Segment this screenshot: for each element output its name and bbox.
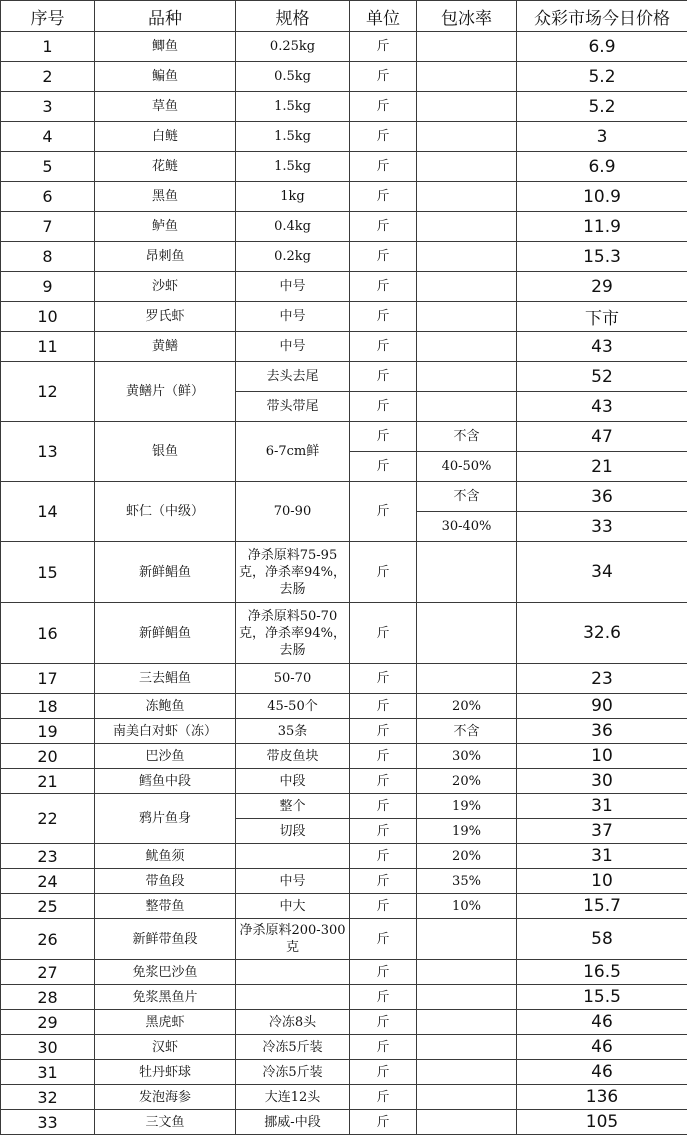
today-price: 47 <box>517 422 687 452</box>
ice-rate: 19% <box>417 794 517 819</box>
row-number: 32 <box>1 1085 95 1110</box>
ice-rate: 20% <box>417 769 517 794</box>
row-number: 11 <box>1 332 95 362</box>
ice-rate <box>417 122 517 152</box>
product-spec <box>236 960 350 985</box>
today-price: 46 <box>517 1060 687 1085</box>
row-number: 8 <box>1 242 95 272</box>
table-row <box>1 1110 687 1135</box>
table-row <box>1 869 687 894</box>
table-row <box>1 744 687 769</box>
product-name: 三去鲳鱼 <box>95 664 236 694</box>
product-spec: 大连12头 <box>236 1085 350 1110</box>
product-unit: 斤 <box>350 664 417 694</box>
product-spec: 35条 <box>236 719 350 744</box>
header-row <box>1 1 687 32</box>
today-price: 33 <box>517 512 687 542</box>
table-row <box>1 794 687 819</box>
today-price: 34 <box>517 542 687 603</box>
row-number: 13 <box>1 422 95 482</box>
product-unit: 斤 <box>350 894 417 919</box>
product-unit: 斤 <box>350 1060 417 1085</box>
today-price: 下市 <box>517 302 687 332</box>
product-spec: 带头带尾 <box>236 392 350 422</box>
product-spec: 1.5kg <box>236 122 350 152</box>
ice-rate: 不含 <box>417 422 517 452</box>
header-unit: 单位 <box>350 1 417 32</box>
product-name: 草鱼 <box>95 92 236 122</box>
row-number: 24 <box>1 869 95 894</box>
today-price: 46 <box>517 1010 687 1035</box>
product-name: 巴沙鱼 <box>95 744 236 769</box>
ice-rate: 不含 <box>417 719 517 744</box>
ice-rate: 20% <box>417 844 517 869</box>
table-row <box>1 1010 687 1035</box>
product-spec: 中号 <box>236 332 350 362</box>
row-number: 18 <box>1 694 95 719</box>
product-unit: 斤 <box>350 744 417 769</box>
table-row <box>1 1035 687 1060</box>
table-row <box>1 362 687 392</box>
product-spec: 1.5kg <box>236 92 350 122</box>
product-name: 免浆黑鱼片 <box>95 985 236 1010</box>
ice-rate: 35% <box>417 869 517 894</box>
product-name: 白鲢 <box>95 122 236 152</box>
row-number: 4 <box>1 122 95 152</box>
today-price: 5.2 <box>517 62 687 92</box>
row-number: 17 <box>1 664 95 694</box>
row-number: 12 <box>1 362 95 422</box>
table-row <box>1 542 687 603</box>
product-spec: 冷冻8头 <box>236 1010 350 1035</box>
today-price: 15.3 <box>517 242 687 272</box>
table-row <box>1 272 687 302</box>
product-unit: 斤 <box>350 1035 417 1060</box>
ice-rate: 10% <box>417 894 517 919</box>
table-row <box>1 182 687 212</box>
product-name: 免浆巴沙鱼 <box>95 960 236 985</box>
product-name: 鳕鱼中段 <box>95 769 236 794</box>
table-row <box>1 152 687 182</box>
today-price: 136 <box>517 1085 687 1110</box>
product-spec: 净杀原料50-70克，净杀率94%，去肠 <box>236 603 350 664</box>
row-number: 19 <box>1 719 95 744</box>
product-unit: 斤 <box>350 392 417 422</box>
table-row <box>1 894 687 919</box>
row-number: 22 <box>1 794 95 844</box>
today-price: 23 <box>517 664 687 694</box>
header-spec: 规格 <box>236 1 350 32</box>
ice-rate <box>417 392 517 422</box>
product-spec: 切段 <box>236 819 350 844</box>
product-spec: 中号 <box>236 869 350 894</box>
product-spec: 去头去尾 <box>236 362 350 392</box>
ice-rate <box>417 242 517 272</box>
table-row <box>1 302 687 332</box>
product-unit: 斤 <box>350 452 417 482</box>
row-number: 7 <box>1 212 95 242</box>
row-number: 23 <box>1 844 95 869</box>
row-number: 16 <box>1 603 95 664</box>
today-price: 52 <box>517 362 687 392</box>
table-row <box>1 212 687 242</box>
table-body <box>1 32 687 1135</box>
row-number: 9 <box>1 272 95 302</box>
product-unit: 斤 <box>350 92 417 122</box>
ice-rate <box>417 32 517 62</box>
table-row <box>1 664 687 694</box>
table-row <box>1 719 687 744</box>
today-price: 29 <box>517 272 687 302</box>
table-row <box>1 603 687 664</box>
table-row <box>1 122 687 152</box>
product-name: 罗氏虾 <box>95 302 236 332</box>
product-unit: 斤 <box>350 769 417 794</box>
today-price: 36 <box>517 482 687 512</box>
product-name: 鱿鱼须 <box>95 844 236 869</box>
product-name: 花鲢 <box>95 152 236 182</box>
product-spec: 挪威-中段 <box>236 1110 350 1135</box>
today-price: 58 <box>517 919 687 960</box>
product-name: 整带鱼 <box>95 894 236 919</box>
ice-rate: 19% <box>417 819 517 844</box>
product-name: 冻鲍鱼 <box>95 694 236 719</box>
today-price: 43 <box>517 332 687 362</box>
product-name: 牡丹虾球 <box>95 1060 236 1085</box>
product-name: 沙虾 <box>95 272 236 302</box>
product-unit: 斤 <box>350 62 417 92</box>
ice-rate <box>417 332 517 362</box>
product-name: 鸦片鱼身 <box>95 794 236 844</box>
ice-rate <box>417 1060 517 1085</box>
table-row <box>1 694 687 719</box>
row-number: 14 <box>1 482 95 542</box>
ice-rate <box>417 919 517 960</box>
ice-rate: 不含 <box>417 482 517 512</box>
product-spec: 冷冻5斤装 <box>236 1035 350 1060</box>
header-price: 众彩市场今日价格 <box>517 1 687 32</box>
row-number: 3 <box>1 92 95 122</box>
product-unit: 斤 <box>350 272 417 302</box>
ice-rate <box>417 272 517 302</box>
product-name: 黑虎虾 <box>95 1010 236 1035</box>
ice-rate: 30% <box>417 744 517 769</box>
product-spec: 中大 <box>236 894 350 919</box>
today-price: 5.2 <box>517 92 687 122</box>
table-row <box>1 844 687 869</box>
product-unit: 斤 <box>350 32 417 62</box>
table-row <box>1 1085 687 1110</box>
row-number: 6 <box>1 182 95 212</box>
today-price: 43 <box>517 392 687 422</box>
product-unit: 斤 <box>350 844 417 869</box>
row-number: 15 <box>1 542 95 603</box>
today-price: 37 <box>517 819 687 844</box>
today-price: 10.9 <box>517 182 687 212</box>
row-number: 2 <box>1 62 95 92</box>
product-unit: 斤 <box>350 422 417 452</box>
today-price: 30 <box>517 769 687 794</box>
product-unit: 斤 <box>350 985 417 1010</box>
ice-rate <box>417 1085 517 1110</box>
ice-rate: 20% <box>417 694 517 719</box>
product-spec: 0.5kg <box>236 62 350 92</box>
today-price: 6.9 <box>517 152 687 182</box>
row-number: 27 <box>1 960 95 985</box>
ice-rate <box>417 664 517 694</box>
product-unit: 斤 <box>350 1085 417 1110</box>
row-number: 20 <box>1 744 95 769</box>
product-spec: 冷冻5斤装 <box>236 1060 350 1085</box>
product-name: 发泡海参 <box>95 1085 236 1110</box>
ice-rate: 30-40% <box>417 512 517 542</box>
table-row <box>1 960 687 985</box>
header-no: 序号 <box>1 1 95 32</box>
product-spec: 整个 <box>236 794 350 819</box>
product-spec: 1.5kg <box>236 152 350 182</box>
table-row <box>1 62 687 92</box>
product-name: 鳊鱼 <box>95 62 236 92</box>
today-price: 32.6 <box>517 603 687 664</box>
today-price: 16.5 <box>517 960 687 985</box>
product-spec: 0.25kg <box>236 32 350 62</box>
ice-rate <box>417 182 517 212</box>
row-number: 5 <box>1 152 95 182</box>
product-name: 鲫鱼 <box>95 32 236 62</box>
product-unit: 斤 <box>350 242 417 272</box>
product-unit: 斤 <box>350 152 417 182</box>
row-number: 30 <box>1 1035 95 1060</box>
product-unit: 斤 <box>350 542 417 603</box>
ice-rate <box>417 212 517 242</box>
ice-rate <box>417 92 517 122</box>
product-spec: 1kg <box>236 182 350 212</box>
product-name: 汉虾 <box>95 1035 236 1060</box>
today-price: 3 <box>517 122 687 152</box>
product-name: 新鲜鲳鱼 <box>95 603 236 664</box>
row-number: 25 <box>1 894 95 919</box>
today-price: 105 <box>517 1110 687 1135</box>
product-name: 昂刺鱼 <box>95 242 236 272</box>
product-name: 虾仁（中级） <box>95 482 236 542</box>
product-unit: 斤 <box>350 362 417 392</box>
product-unit: 斤 <box>350 794 417 819</box>
row-number: 26 <box>1 919 95 960</box>
product-name: 新鲜带鱼段 <box>95 919 236 960</box>
product-spec: 中号 <box>236 272 350 302</box>
product-unit: 斤 <box>350 332 417 362</box>
product-unit: 斤 <box>350 1110 417 1135</box>
product-name: 银鱼 <box>95 422 236 482</box>
product-unit: 斤 <box>350 869 417 894</box>
ice-rate <box>417 542 517 603</box>
today-price: 15.7 <box>517 894 687 919</box>
today-price: 31 <box>517 794 687 819</box>
header-ice-rate: 包冰率 <box>417 1 517 32</box>
row-number: 21 <box>1 769 95 794</box>
product-name: 南美白对虾（冻） <box>95 719 236 744</box>
product-unit: 斤 <box>350 919 417 960</box>
today-price: 36 <box>517 719 687 744</box>
product-name: 鲈鱼 <box>95 212 236 242</box>
row-number: 10 <box>1 302 95 332</box>
table-row <box>1 332 687 362</box>
table-row <box>1 92 687 122</box>
ice-rate: 40-50% <box>417 452 517 482</box>
product-unit: 斤 <box>350 819 417 844</box>
product-unit: 斤 <box>350 302 417 332</box>
today-price: 46 <box>517 1035 687 1060</box>
table-row <box>1 769 687 794</box>
today-price: 10 <box>517 869 687 894</box>
row-number: 29 <box>1 1010 95 1035</box>
product-name: 三文鱼 <box>95 1110 236 1135</box>
ice-rate <box>417 1010 517 1035</box>
product-spec: 净杀原料75-95克，净杀率94%，去肠 <box>236 542 350 603</box>
product-name: 带鱼段 <box>95 869 236 894</box>
today-price: 15.5 <box>517 985 687 1010</box>
ice-rate <box>417 603 517 664</box>
ice-rate <box>417 1035 517 1060</box>
product-unit: 斤 <box>350 1010 417 1035</box>
table-row <box>1 422 687 452</box>
table-row <box>1 985 687 1010</box>
product-spec: 50-70 <box>236 664 350 694</box>
ice-rate <box>417 960 517 985</box>
today-price: 21 <box>517 452 687 482</box>
table-row <box>1 919 687 960</box>
table-row <box>1 32 687 62</box>
product-spec <box>236 985 350 1010</box>
product-spec: 中号 <box>236 302 350 332</box>
ice-rate <box>417 62 517 92</box>
table-row <box>1 242 687 272</box>
product-unit: 斤 <box>350 694 417 719</box>
header-name: 品种 <box>95 1 236 32</box>
row-number: 33 <box>1 1110 95 1135</box>
product-unit: 斤 <box>350 482 417 542</box>
today-price: 6.9 <box>517 32 687 62</box>
product-name: 黑鱼 <box>95 182 236 212</box>
product-spec: 带皮鱼块 <box>236 744 350 769</box>
product-spec: 45-50个 <box>236 694 350 719</box>
product-spec: 70-90 <box>236 482 350 542</box>
product-spec: 0.4kg <box>236 212 350 242</box>
today-price: 11.9 <box>517 212 687 242</box>
table-row <box>1 482 687 512</box>
ice-rate <box>417 985 517 1010</box>
row-number: 1 <box>1 32 95 62</box>
ice-rate <box>417 152 517 182</box>
row-number: 28 <box>1 985 95 1010</box>
product-name: 黄鳝片（鲜） <box>95 362 236 422</box>
product-spec: 6-7cm鲜 <box>236 422 350 482</box>
ice-rate <box>417 362 517 392</box>
product-spec <box>236 844 350 869</box>
product-name: 新鲜鲳鱼 <box>95 542 236 603</box>
today-price: 10 <box>517 744 687 769</box>
row-number: 31 <box>1 1060 95 1085</box>
table-row <box>1 1060 687 1085</box>
product-unit: 斤 <box>350 960 417 985</box>
product-spec: 中段 <box>236 769 350 794</box>
product-spec: 净杀原料200-300克 <box>236 919 350 960</box>
ice-rate <box>417 302 517 332</box>
product-unit: 斤 <box>350 182 417 212</box>
today-price: 31 <box>517 844 687 869</box>
product-unit: 斤 <box>350 122 417 152</box>
ice-rate <box>417 1110 517 1135</box>
product-unit: 斤 <box>350 212 417 242</box>
today-price: 90 <box>517 694 687 719</box>
product-name: 黄鳝 <box>95 332 236 362</box>
product-unit: 斤 <box>350 719 417 744</box>
product-spec: 0.2kg <box>236 242 350 272</box>
product-unit: 斤 <box>350 603 417 664</box>
